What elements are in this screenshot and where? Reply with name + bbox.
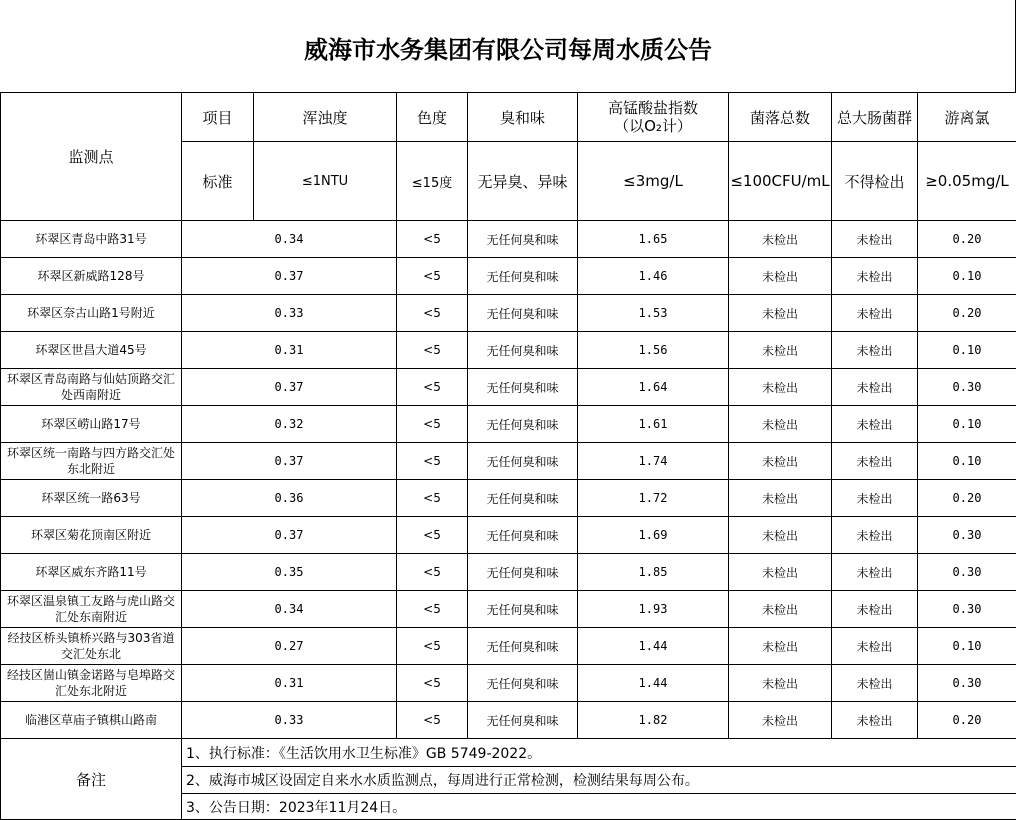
color-cell: <5 [397,332,468,369]
turbidity-cell: 0.37 [182,517,397,554]
item-header: 项目 [182,93,254,142]
col-header-colony: 菌落总数 [729,93,832,142]
odor-cell: 无任何臭和味 [468,517,578,554]
col-header-coliform: 总大肠菌群 [832,93,918,142]
col-header-cod-sub: （以O₂计） [578,117,728,135]
table-row [1,702,1016,739]
odor-cell: 无任何臭和味 [468,554,578,591]
site-cell: 环翠区温泉镇工友路与虎山路交汇处东南附近 [1,591,182,628]
turbidity-cell: 0.34 [182,221,397,258]
coliform-cell: 未检出 [832,369,918,406]
colony-cell: 未检出 [729,221,832,258]
turbidity-cell: 0.37 [182,258,397,295]
cod-cell: 1.72 [578,480,729,517]
odor-cell: 无任何臭和味 [468,591,578,628]
chlorine-cell: 0.10 [918,628,1016,665]
site-cell: 环翠区崂山路17号 [1,406,182,443]
site-cell: 经技区桥头镇桥兴路与303省道交汇处东北 [1,628,182,665]
odor-cell: 无任何臭和味 [468,702,578,739]
color-cell: <5 [397,554,468,591]
cod-cell: 1.44 [578,628,729,665]
coliform-cell: 未检出 [832,258,918,295]
site-cell: 环翠区菊花顶南区附近 [1,517,182,554]
chlorine-cell: 0.10 [918,258,1016,295]
cod-cell: 1.61 [578,406,729,443]
col-header-cod-name: 高锰酸盐指数 [578,99,728,117]
coliform-cell: 未检出 [832,443,918,480]
std-color: ≤15度 [397,142,468,221]
chlorine-cell: 0.30 [918,554,1016,591]
odor-cell: 无任何臭和味 [468,332,578,369]
table-row [1,369,1016,406]
coliform-cell: 未检出 [832,591,918,628]
chlorine-cell: 0.20 [918,480,1016,517]
odor-cell: 无任何臭和味 [468,295,578,332]
col-header-turbidity: 浑浊度 [254,93,397,142]
site-cell: 环翠区新威路128号 [1,258,182,295]
table-row [1,443,1016,480]
chlorine-cell: 0.10 [918,332,1016,369]
coliform-cell: 未检出 [832,665,918,702]
col-header-cod [578,93,729,142]
cod-cell: 1.69 [578,517,729,554]
turbidity-cell: 0.33 [182,295,397,332]
color-cell: <5 [397,480,468,517]
std-cod: ≤3mg/L [578,142,729,221]
colony-cell: 未检出 [729,332,832,369]
cod-cell: 1.64 [578,369,729,406]
odor-cell: 无任何臭和味 [468,480,578,517]
water-quality-table [0,92,1016,820]
odor-cell: 无任何臭和味 [468,628,578,665]
colony-cell: 未检出 [729,369,832,406]
odor-cell: 无任何臭和味 [468,665,578,702]
cod-cell: 1.85 [578,554,729,591]
table-row [1,406,1016,443]
turbidity-cell: 0.32 [182,406,397,443]
chlorine-cell: 0.30 [918,665,1016,702]
turbidity-cell: 0.33 [182,702,397,739]
cod-cell: 1.74 [578,443,729,480]
odor-cell: 无任何臭和味 [468,443,578,480]
colony-cell: 未检出 [729,628,832,665]
colony-cell: 未检出 [729,258,832,295]
notes-row [1,739,1016,767]
chlorine-cell: 0.20 [918,702,1016,739]
note-item: 1、执行标准：《生活饮用水卫生标准》GB 5749-2022。 [182,739,1016,767]
turbidity-cell: 0.27 [182,628,397,665]
coliform-cell: 未检出 [832,628,918,665]
table-row [1,665,1016,702]
cod-cell: 1.65 [578,221,729,258]
odor-cell: 无任何臭和味 [468,369,578,406]
chlorine-cell: 0.10 [918,443,1016,480]
chlorine-cell: 0.20 [918,221,1016,258]
color-cell: <5 [397,258,468,295]
site-cell: 环翠区奈古山路1号附近 [1,295,182,332]
color-cell: <5 [397,443,468,480]
cod-cell: 1.56 [578,332,729,369]
site-header: 监测点 [1,93,182,221]
chlorine-cell: 0.30 [918,591,1016,628]
color-cell: <5 [397,406,468,443]
coliform-cell: 未检出 [832,480,918,517]
site-cell: 环翠区青岛中路31号 [1,221,182,258]
note-item: 2、威海市城区设固定自来水水质监测点，每周进行正常检测，检测结果每周公布。 [182,767,1016,794]
site-cell: 临港区草庙子镇棋山路南 [1,702,182,739]
color-cell: <5 [397,665,468,702]
coliform-cell: 未检出 [832,517,918,554]
std-turbidity: ≤1NTU [254,142,397,221]
table-row [1,332,1016,369]
color-cell: <5 [397,517,468,554]
chlorine-cell: 0.30 [918,369,1016,406]
table-row [1,221,1016,258]
colony-cell: 未检出 [729,591,832,628]
site-cell: 环翠区世昌大道45号 [1,332,182,369]
site-cell: 环翠区青岛南路与仙姑顶路交汇处西南附近 [1,369,182,406]
odor-cell: 无任何臭和味 [468,258,578,295]
coliform-cell: 未检出 [832,332,918,369]
colony-cell: 未检出 [729,406,832,443]
turbidity-cell: 0.37 [182,443,397,480]
colony-cell: 未检出 [729,295,832,332]
table-row [1,628,1016,665]
chlorine-cell: 0.10 [918,406,1016,443]
table-row [1,591,1016,628]
table-row [1,554,1016,591]
table-row [1,258,1016,295]
odor-cell: 无任何臭和味 [468,406,578,443]
colony-cell: 未检出 [729,665,832,702]
site-cell: 环翠区统一南路与四方路交汇处东北附近 [1,443,182,480]
table-row [1,480,1016,517]
turbidity-cell: 0.37 [182,369,397,406]
std-coliform: 不得检出 [832,142,918,221]
std-chlorine: ≥0.05mg/L [918,142,1016,221]
col-header-chlorine: 游离氯 [918,93,1016,142]
coliform-cell: 未检出 [832,554,918,591]
color-cell: <5 [397,702,468,739]
colony-cell: 未检出 [729,702,832,739]
cod-cell: 1.93 [578,591,729,628]
coliform-cell: 未检出 [832,295,918,332]
colony-cell: 未检出 [729,480,832,517]
colony-cell: 未检出 [729,517,832,554]
site-cell: 环翠区威东齐路11号 [1,554,182,591]
color-cell: <5 [397,295,468,332]
color-cell: <5 [397,591,468,628]
color-cell: <5 [397,628,468,665]
coliform-cell: 未检出 [832,221,918,258]
table-row [1,517,1016,554]
site-cell: 经技区崮山镇金诺路与皂埠路交汇处东北附近 [1,665,182,702]
site-cell: 环翠区统一路63号 [1,480,182,517]
coliform-cell: 未检出 [832,406,918,443]
col-header-odor: 臭和味 [468,93,578,142]
standard-header: 标准 [182,142,254,221]
table-row [1,295,1016,332]
title-bar [0,0,1016,92]
std-colony: ≤100CFU/mL [729,142,832,221]
colony-cell: 未检出 [729,443,832,480]
color-cell: <5 [397,369,468,406]
chlorine-cell: 0.30 [918,517,1016,554]
odor-cell: 无任何臭和味 [468,221,578,258]
chlorine-cell: 0.20 [918,295,1016,332]
cod-cell: 1.46 [578,258,729,295]
colony-cell: 未检出 [729,554,832,591]
turbidity-cell: 0.31 [182,332,397,369]
header-row-names [1,93,1016,142]
color-cell: <5 [397,221,468,258]
coliform-cell: 未检出 [832,702,918,739]
cod-cell: 1.44 [578,665,729,702]
notes-label: 备注 [1,739,182,820]
turbidity-cell: 0.31 [182,665,397,702]
col-header-color: 色度 [397,93,468,142]
note-item: 3、公告日期：2023年11月24日。 [182,794,1016,820]
turbidity-cell: 0.36 [182,480,397,517]
cod-cell: 1.53 [578,295,729,332]
std-odor: 无异臭、异味 [468,142,578,221]
turbidity-cell: 0.35 [182,554,397,591]
cod-cell: 1.82 [578,702,729,739]
turbidity-cell: 0.34 [182,591,397,628]
page-title: 威海市水务集团有限公司每周水质公告 [0,0,1016,92]
